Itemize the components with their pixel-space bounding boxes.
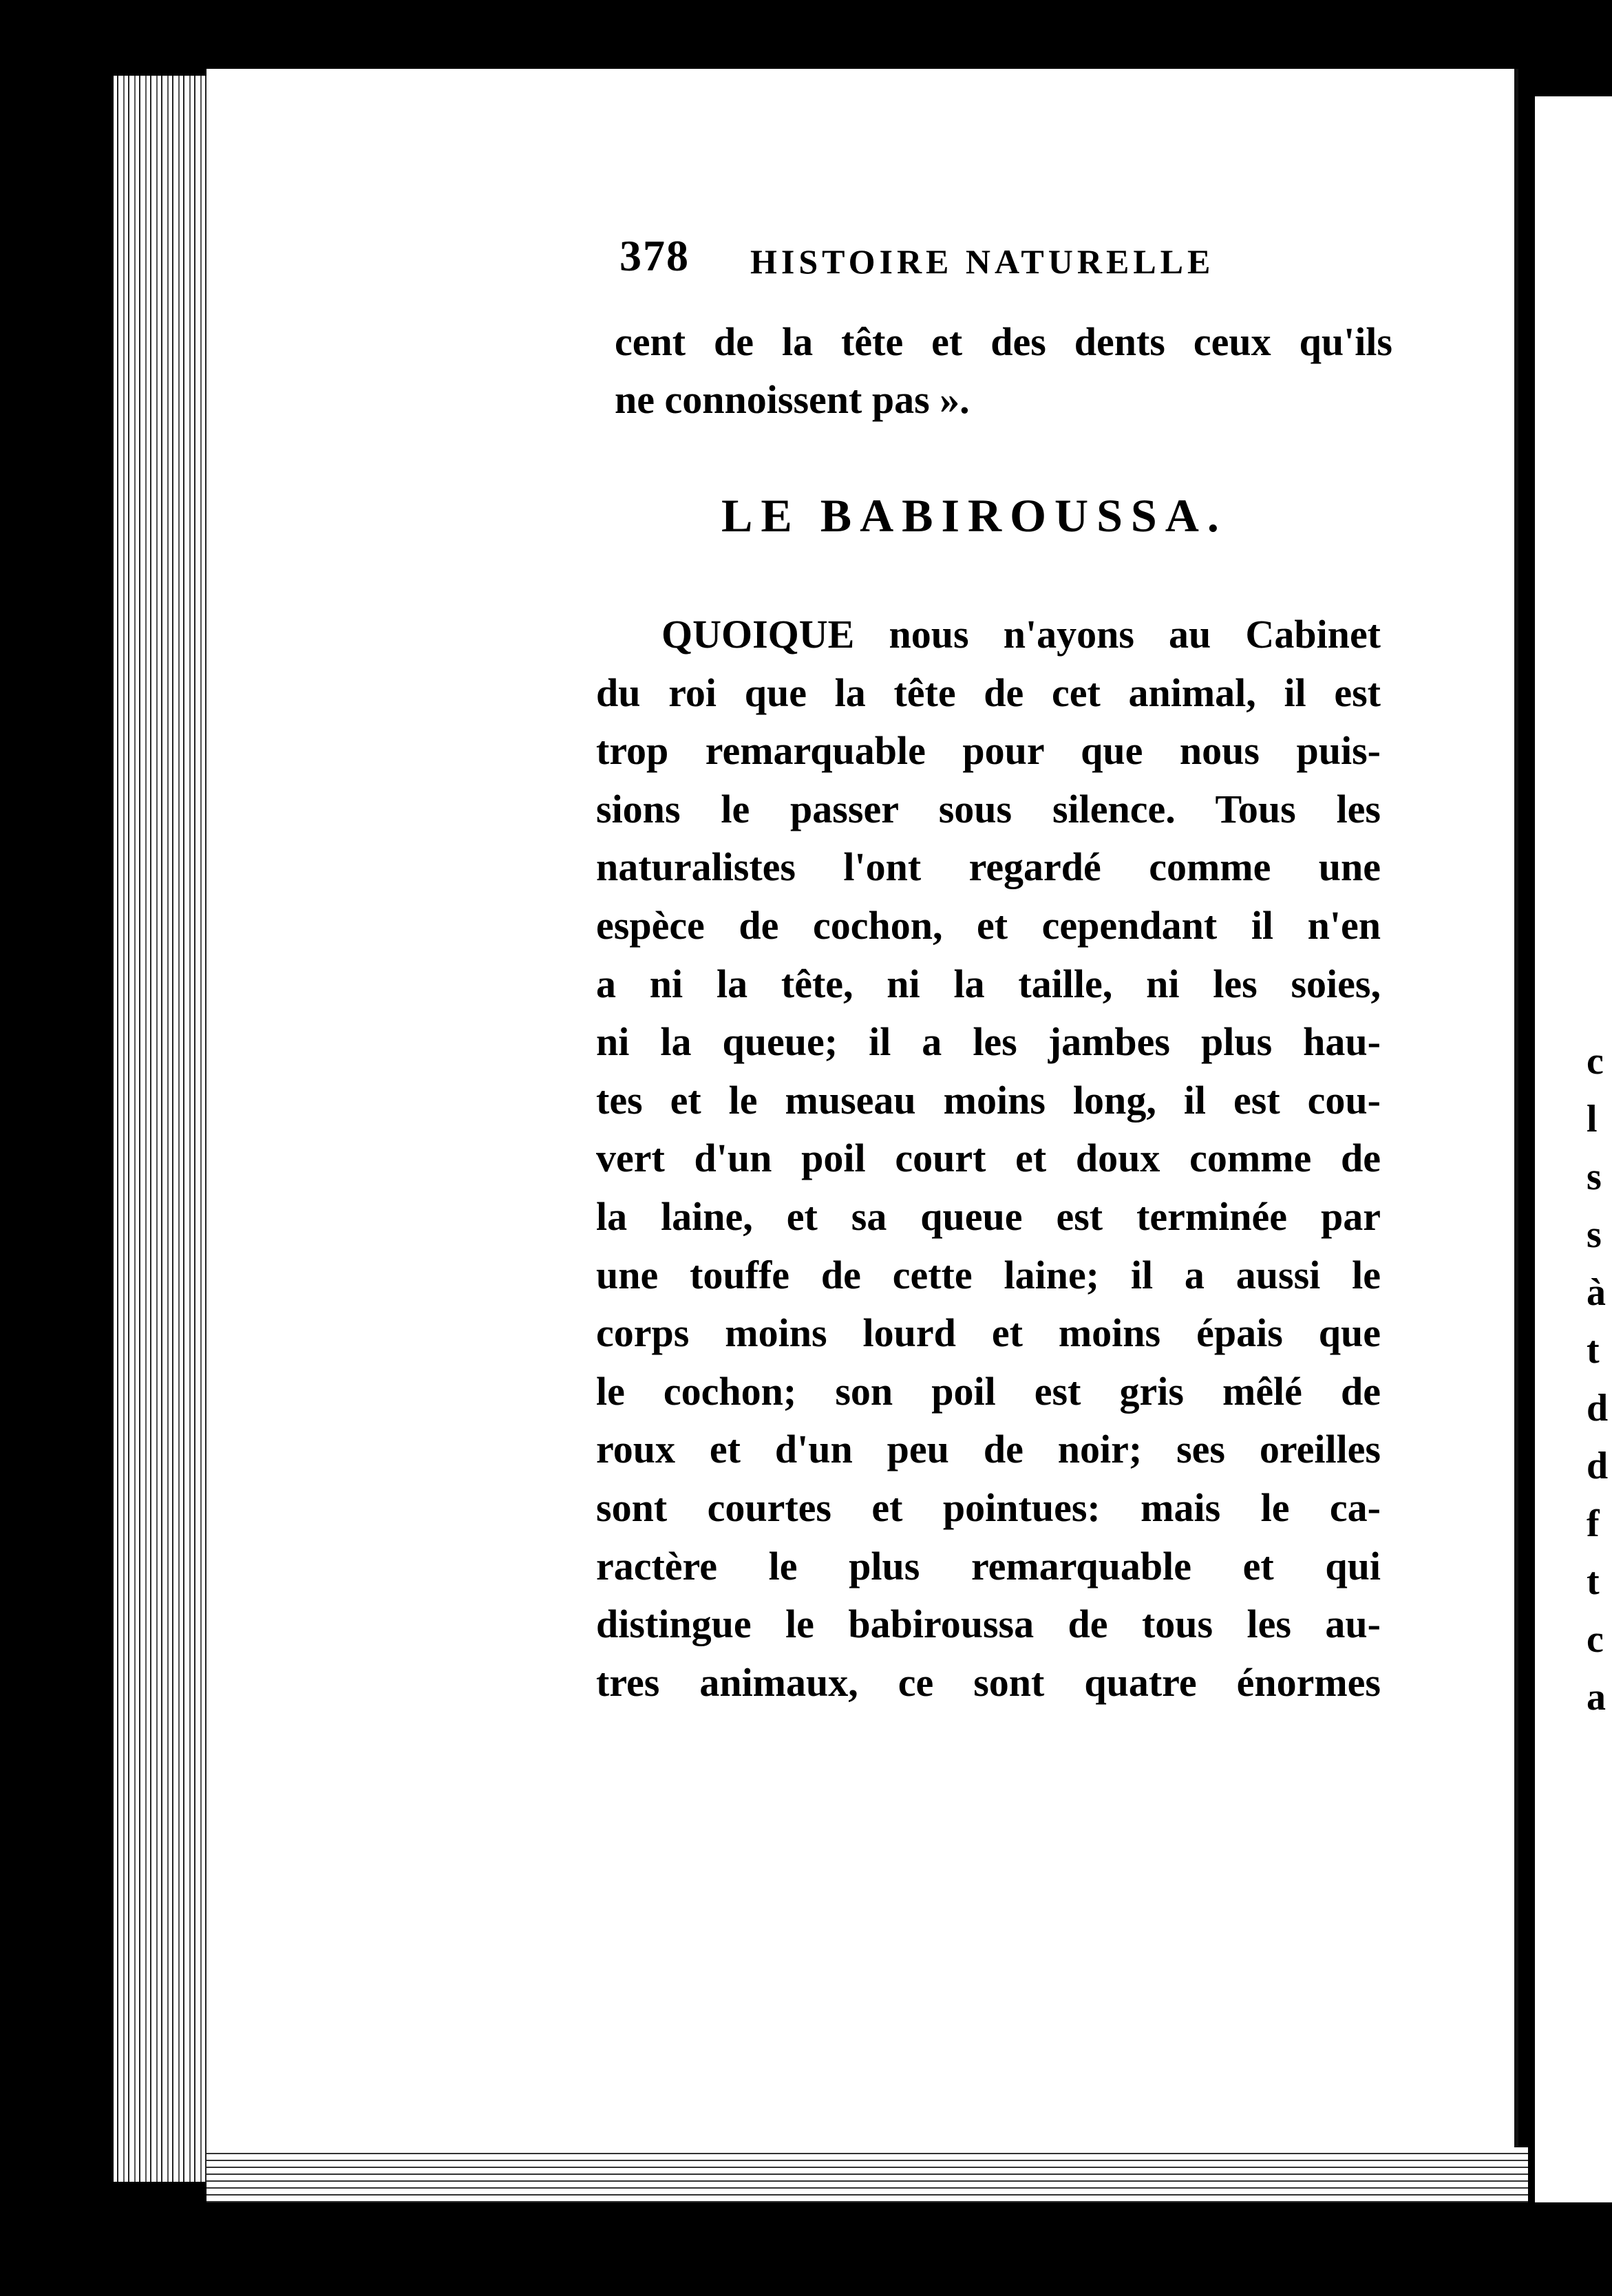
text-line: ni la queue; il a les jambes plus hau- [596, 1019, 1381, 1065]
text-line: tres animaux, ce sont quatre énormes [596, 1659, 1381, 1705]
text-line: sions le passer sous silence. Tous les [596, 786, 1381, 831]
text-line: cent de la tête et des dents ceux qu'ils [615, 319, 1392, 364]
facing-fragment: t [1587, 1560, 1600, 1603]
facing-fragment: s [1587, 1213, 1602, 1256]
facing-page-text [1587, 1032, 1612, 1726]
facing-fragment: l [1587, 1098, 1598, 1140]
text-line: vert d'un poil court et doux comme de [596, 1136, 1381, 1181]
page-stack-bottom [206, 2147, 1528, 2202]
text-line: distingue le babiroussa de tous les au- [596, 1602, 1381, 1647]
facing-fragment: c [1587, 1040, 1604, 1083]
text-line: tes et le museau moins long, il est cou- [596, 1077, 1381, 1123]
text-line: roux et d'un peu de noir; ses oreilles [596, 1427, 1381, 1472]
text-line: corps moins lourd et moins épais que [596, 1310, 1381, 1356]
body-paragraph [596, 606, 1381, 1712]
facing-fragment: c [1587, 1618, 1604, 1661]
facing-fragment: t [1587, 1329, 1600, 1372]
facing-fragment: d [1587, 1387, 1609, 1429]
text-line: naturalistes l'ont regardé comme une [596, 844, 1381, 890]
running-head: HISTOIRE NATURELLE [750, 242, 1215, 281]
facing-fragment: à [1587, 1271, 1606, 1314]
text-line: une touffe de cette laine; il a aussi le [596, 1252, 1381, 1297]
text-line: la laine, et sa queue est terminée par [596, 1193, 1381, 1239]
text-line: ractère le plus remarquable et qui [596, 1543, 1381, 1588]
facing-fragment: s [1587, 1156, 1602, 1198]
facing-fragment: f [1587, 1502, 1600, 1545]
section-title: LE BABIROUSSA. [721, 489, 1227, 542]
continuation-text [615, 313, 1392, 429]
text-line: sont courtes et pointues: mais le ca- [596, 1485, 1381, 1530]
facing-fragment: d [1587, 1445, 1609, 1487]
text-line: trop remarquable pour que nous puis- [596, 728, 1381, 774]
page-header [619, 231, 1273, 299]
text-line: le cochon; son poil est gris mêlé de [596, 1368, 1381, 1414]
text-line: a ni la tête, ni la taille, ni les soies, [596, 961, 1381, 1006]
text-line: du roi que la tête de cet animal, il est [596, 670, 1381, 715]
page-number: 378 [619, 231, 690, 280]
facing-fragment: a [1587, 1676, 1606, 1719]
text-line: espèce de cochon, et cependant il n'en [596, 902, 1381, 948]
text-line: QUOIQUE nous n'ayons au Cabinet [661, 612, 1381, 657]
text-line: ne connoissent pas ». [615, 377, 970, 422]
